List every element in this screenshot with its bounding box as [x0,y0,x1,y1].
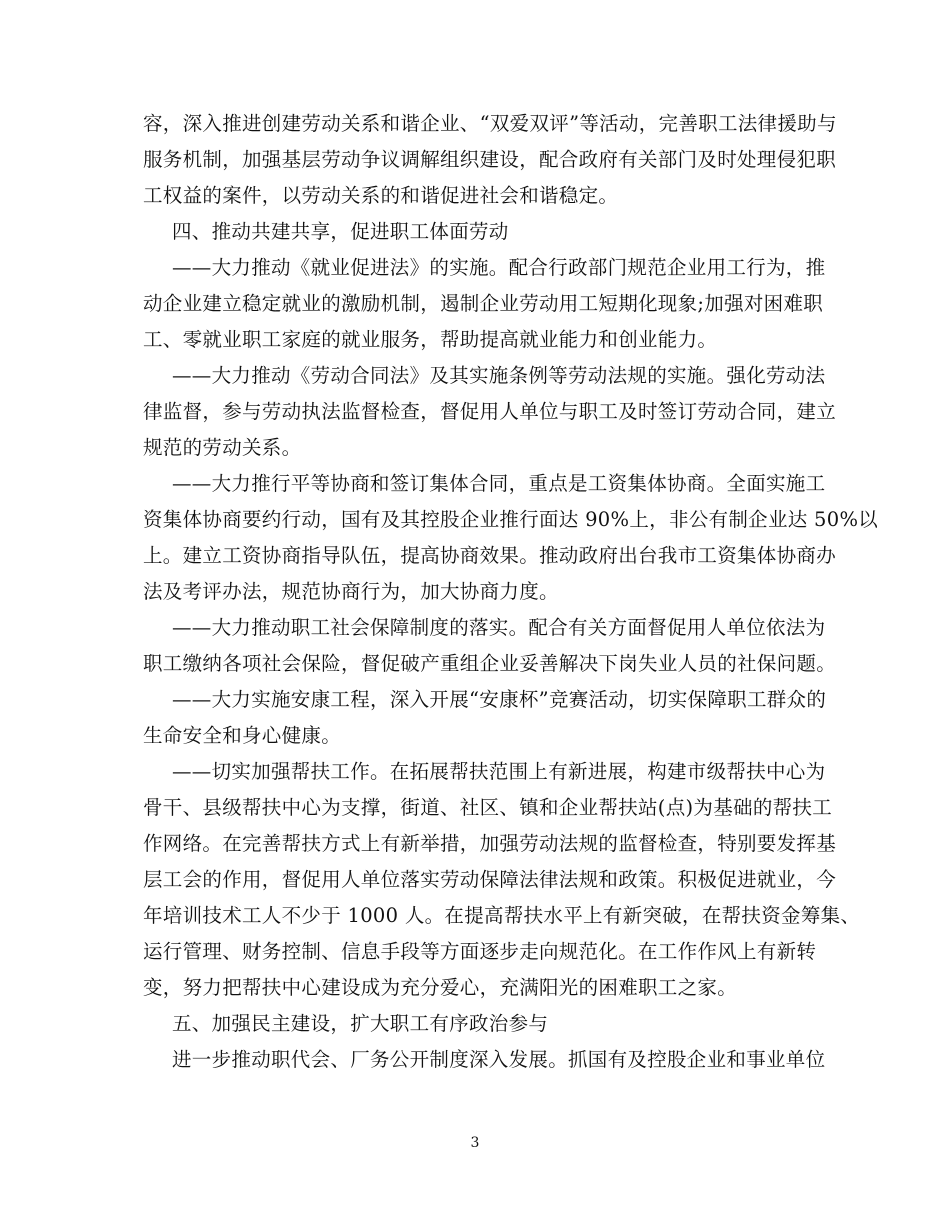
section-heading: 五、加强民主建设，扩大职工有序政治参与 [172,1012,549,1035]
paragraph-line: 生命安全和身心健康。 [143,724,342,747]
paragraph-line: 作网络。在完善帮扶方式上有新举措，加强劳动法规的监督检查，特别要发挥基 [143,832,837,855]
paragraph-line: 运行管理、财务控制、信息手段等方面逐步走向规范化。在工作作风上有新转 [143,940,817,963]
paragraph-line: 职工缴纳各项社会保险，督促破产重组企业妥善解决下岗失业人员的社保问题。 [143,652,837,675]
paragraph-line: ——大力推动职工社会保障制度的落实。配合有关方面督促用人单位依法为 [172,616,826,639]
paragraph-line: 动企业建立稳定就业的激励机制，遏制企业劳动用工短期化现象;加强对困难职 [143,292,824,315]
paragraph-line: 容，深入推进创建劳动关系和谐企业、“双爱双评”等活动，完善职工法律援助与 [143,112,837,135]
paragraph-line: 资集体协商要约行动，国有及其控股企业推行面达 90%上，非公有制企业达 50%以 [143,508,879,531]
paragraph-line: 法及考评办法，规范协商行为，加大协商力度。 [143,580,559,603]
paragraph-line: ——大力推动《就业促进法》的实施。配合行政部门规范企业用工行为，推 [172,256,826,279]
paragraph-line: 骨干、县级帮扶中心为支撑，街道、社区、镇和企业帮扶站(点)为基础的帮扶工 [143,796,833,819]
paragraph-line: 律监督，参与劳动执法监督检查，督促用人单位与职工及时签订劳动合同，建立 [143,400,837,423]
paragraph-line: ——大力推行平等协商和签订集体合同，重点是工资集体协商。全面实施工 [172,472,826,495]
section-heading: 四、推动共建共享，促进职工体面劳动 [172,220,509,243]
page-number: 3 [470,1135,480,1151]
paragraph-line: 规范的劳动关系。 [143,436,302,459]
paragraph-line: 工、零就业职工家庭的就业服务，帮助提高就业能力和创业能力。 [143,328,718,351]
paragraph-line: 层工会的作用，督促用人单位落实劳动保障法律法规和政策。积极促进就业，今 [143,868,837,891]
paragraph-line: 工权益的案件，以劳动关系的和谐促进社会和谐稳定。 [143,184,619,207]
paragraph-line: ——切实加强帮扶工作。在拓展帮扶范围上有新进展，构建市级帮扶中心为 [172,760,826,783]
paragraph-line: 变，努力把帮扶中心建设成为充分爱心，充满阳光的困难职工之家。 [143,976,738,999]
paragraph-line: ——大力实施安康工程，深入开展“安康杯”竞赛活动，切实保障职工群众的 [172,688,827,711]
paragraph-line: 年培训技术工人不少于 1000 人。在提高帮扶水平上有新突破，在帮扶资金筹集、 [143,904,861,927]
paragraph-line: 进一步推动职代会、厂务公开制度深入发展。抓国有及控股企业和事业单位 [172,1048,826,1071]
paragraph-line: 上。建立工资协商指导队伍，提高协商效果。推动政府出台我市工资集体协商办 [143,544,837,567]
paragraph-line: ——大力推动《劳动合同法》及其实施条例等劳动法规的实施。强化劳动法 [172,364,826,387]
paragraph-line: 服务机制，加强基层劳动争议调解组织建设，配合政府有关部门及时处理侵犯职 [143,148,837,171]
